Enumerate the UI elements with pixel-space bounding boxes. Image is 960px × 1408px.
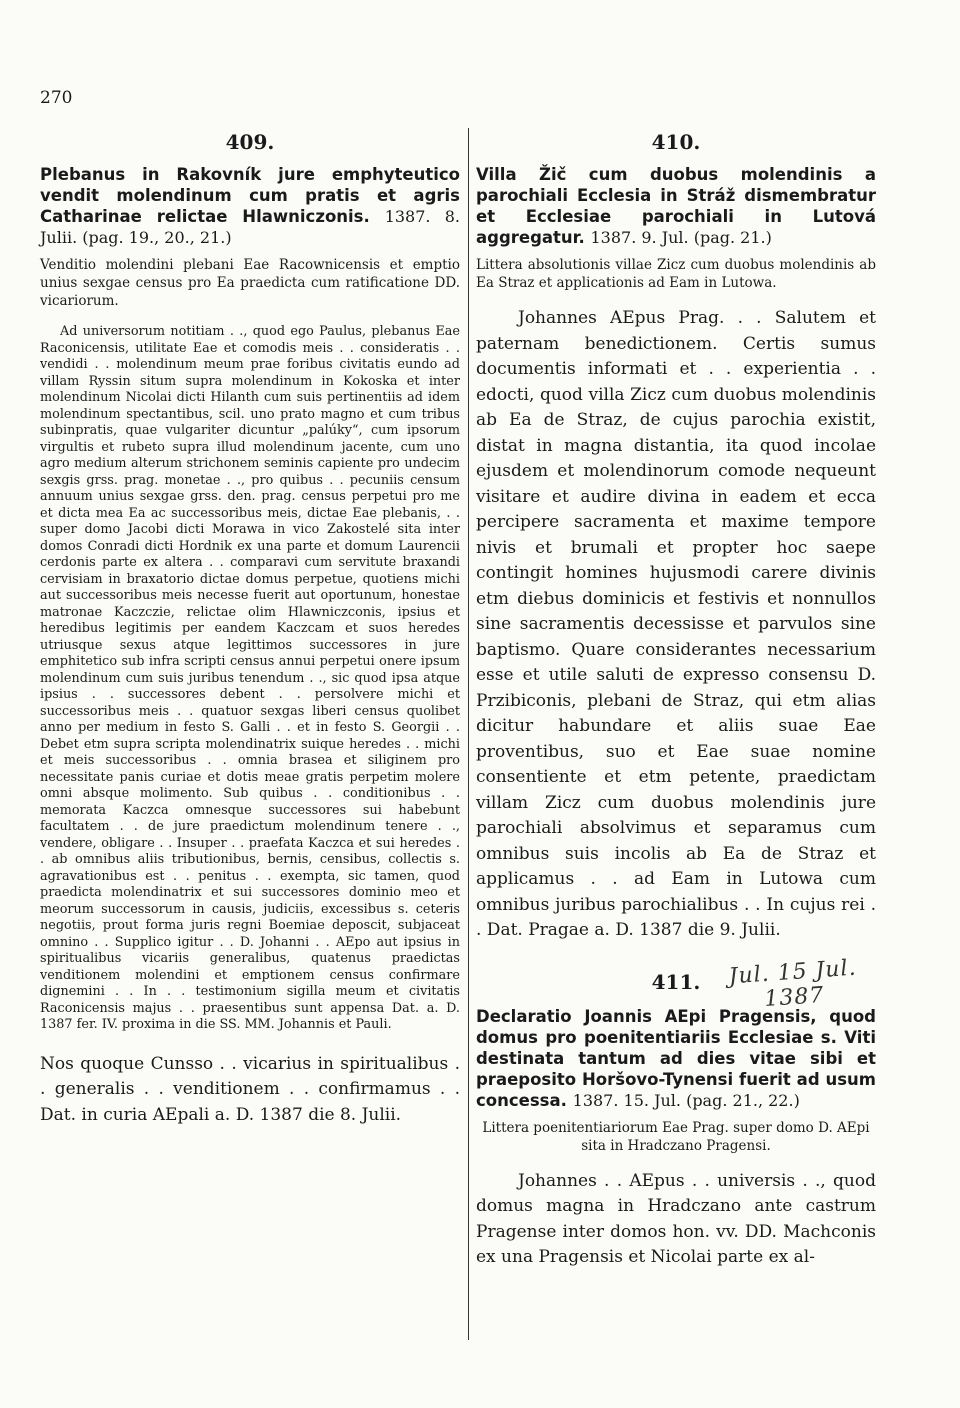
document-body: Johannes . . AEpus . . universis . ., quod domus magna in Hradczano ante castrum Pragense inter domos hon. vv. DD. Machconis ex una Pragensis et Nicolai parte ex al- [476, 1170, 876, 1267]
document-heading [40, 164, 460, 248]
document-number-row [476, 955, 876, 1012]
left-column [40, 130, 460, 1128]
page-number: 270 [40, 88, 73, 108]
document-411 [476, 955, 876, 1271]
heading-text: Plebanus in Rakovník jure emphyteutico vendit molendinum cum pratis et agris Catharinae relictae Hlawniczonis. [40, 165, 460, 226]
heading-date: 1387. 9. Jul. (pag. 21.) [590, 228, 772, 247]
heading-text: Villa Žič cum duobus molendinis a parochiali Ecclesia in Stráž dismembratur et Ecclesiae parochiali in Lutová aggregatur. [476, 165, 876, 247]
document-number: 410. [651, 130, 701, 154]
handwritten-note: Jul. 15 Jul. 1387 [727, 955, 858, 1012]
document-heading [476, 164, 876, 248]
document-body: Ad universorum notitiam . ., quod ego Paulus, plebanus Eae Raconicensis, utilitate Eae et comodis meis . . consideratis . . vendidi . . molendinum meum prae foribus civitatis eundo ad villam Ryssin situm supra molendinum in Kokoska et inter molendinum Nicolai dicti Hilanth cum suis pertinentiis ad idem molendinum spectantibus, scil. uno prato magno et cum tribus subinpratis, quae vulgariter dicuntur „palúky“, cum ipsorum virgultis et rubeto supra illud molendinum jacente, cum uno agro medium alterum strichonem seminis capiente pro undecim sexgis grss. prag. monetae . ., pro quibus . . pecuniis censum annuum unius sexgae grss. den. prag. census perpetui pro me et dicta mea Ea ac successoribus meis, dictae Eae plebanis, . . super domo Jacobi dicti Morawa in vico Zakostelé sita inter domos Conradi dicti Hordnik ex una parte et domum Laurencii cerdonis parte ex altera . . comparavi cum servitute braxandi cervisiam in braxatorio dictae domus perpetue, quotiens michi aut successoribus meis necesse fuerit aut oportunum, honestae matronae Kaczczie, relictae olim Hlawniczconis, ipsius et heredibus legitimis per eandem Kaczcam et suos heredes utriusque sexus atque legittimos successores in jure emphitetico sub infra scripti census annui perpetui onere ipsum molendinum cum suis juribus tenendum . ., sic quod ipsa atque ipsius . . successores debent . . persolvere michi et successoribus meis . . quatuor sexgas liberi census quolibet anno per medium in festo S. Galli . . et in festo S. Georgii . . Debet etm supra scripta molendinatrix suique heredes . . michi et meis successoribus . . omnia brasea et siliginem pro necessitate panis curiae et dotis meae gratis perpetim molere omni absque molimento. Sub quibus . . conditionibus . . memorata Kaczca omnesque successores sui habebunt facultatem . . de jure praedictum molendinum tenere . ., vendere, obligare . . Insuper . . praefata Kaczca et sui heredes . . ab omnibus aliis tributionibus, bernis, censibus, collectis s. agravationibus est . . penitus . . exempta, sic tamen, quod praedicta molendinatrix et sui successores dominio meo et meorum successorum in causis, judiciis, excessibus s. ceteris negotiis, prout forma juris regni Boemiae deposcit, subjaceat omnino . . Supplico igitur . . D. Johanni . . AEpo aut ipsius in spiritualibus vicariis generalibus, quatenus praedictas venditionem molendini et emptionem census confirmare dignemini . . In . . testimonium sigilla meum et civitatis Raconicensis majus . . praesentibus sunt appensa Dat. a. D. 1387 fer. IV. proxima in die SS. MM. Johannis et Pauli. [40, 324, 460, 1032]
heading-date: 1387. 8. Julii. (pag. 19., 20., 21.) [40, 207, 460, 247]
column-divider [468, 128, 469, 1340]
right-column [476, 130, 876, 1271]
heading-text: Declaratio Joannis AEpi Pragensis, quod domus pro poenitentiariis Ecclesiae s. Viti destinata tantum ad dies vitae sibi et praeposito Horšovo-Tynensi fuerit ad usum concessa. [476, 1006, 876, 1110]
document-summary: Littera poenitentiariorum Eae Prag. super domo D. AEpi sita in Hradczano Pragensi. [482, 1119, 870, 1154]
document-number: 409. [225, 130, 275, 154]
heading-date: 1387. 15. Jul. (pag. 21., 22.) [572, 1090, 800, 1110]
document-410 [476, 130, 876, 944]
document-heading [476, 1006, 876, 1111]
document-409 [40, 130, 460, 1128]
document-number: 411. [651, 969, 701, 994]
document-summary: Venditio molendini plebani Eae Racownicensis et emptio unius sexgae census pro Ea praedicta cum ratificatione DD. vicariorum. [40, 257, 460, 309]
document-summary: Littera absolutionis villae Zicz cum duobus molendinis ab Ea Straz et applicationis ad Eam in Lutowa. [476, 257, 876, 291]
document-body: Johannes AEpus Prag. . . Salutem et paternam benedictionem. Certis sumus documentis informati et . . experientia . . edocti, quod villa Zicz cum duobus molendinis ab Ea de Straz, de cujus parochia existit, distat in magna distantia, ita quod incolae ejusdem et molendinorum comode nequeunt visitare et audire divina in eadem et ecca percipere sacramenta et maxime tempore nivis et brumali et propter hoc saepe contingit homines hujusmodi carere divinis etm diebus dominicis et festivis et nonnullos sine sacramentis decessisse et parvulos sine baptismo. Quare considerantes necessarium esse et utile saluti de expresso consensu D. Przibiconis, plebani de Straz, qui etm alias dicitur habundare et aliis suae Eae proventibus, suo et Eae suae nomine consentiente et etm petente, praedictam villam Zicz cum duobus molendinis jure parochiali absolvimus et separamus cum omnibus suis incolis ab Ea de Straz et applicamus . . ad Eam in Lutowa cum omnibus juribus parochialibus . . In cujus rei . . Dat. Pragae a. D. 1387 die 9. Julii. [476, 308, 876, 940]
document-closing: Nos quoque Cunsso . . vicarius in spiritualibus . . generalis . . venditionem . . confirmamus . . Dat. in curia AEpali a. D. 1387 die 8. Julii. [40, 1053, 460, 1125]
